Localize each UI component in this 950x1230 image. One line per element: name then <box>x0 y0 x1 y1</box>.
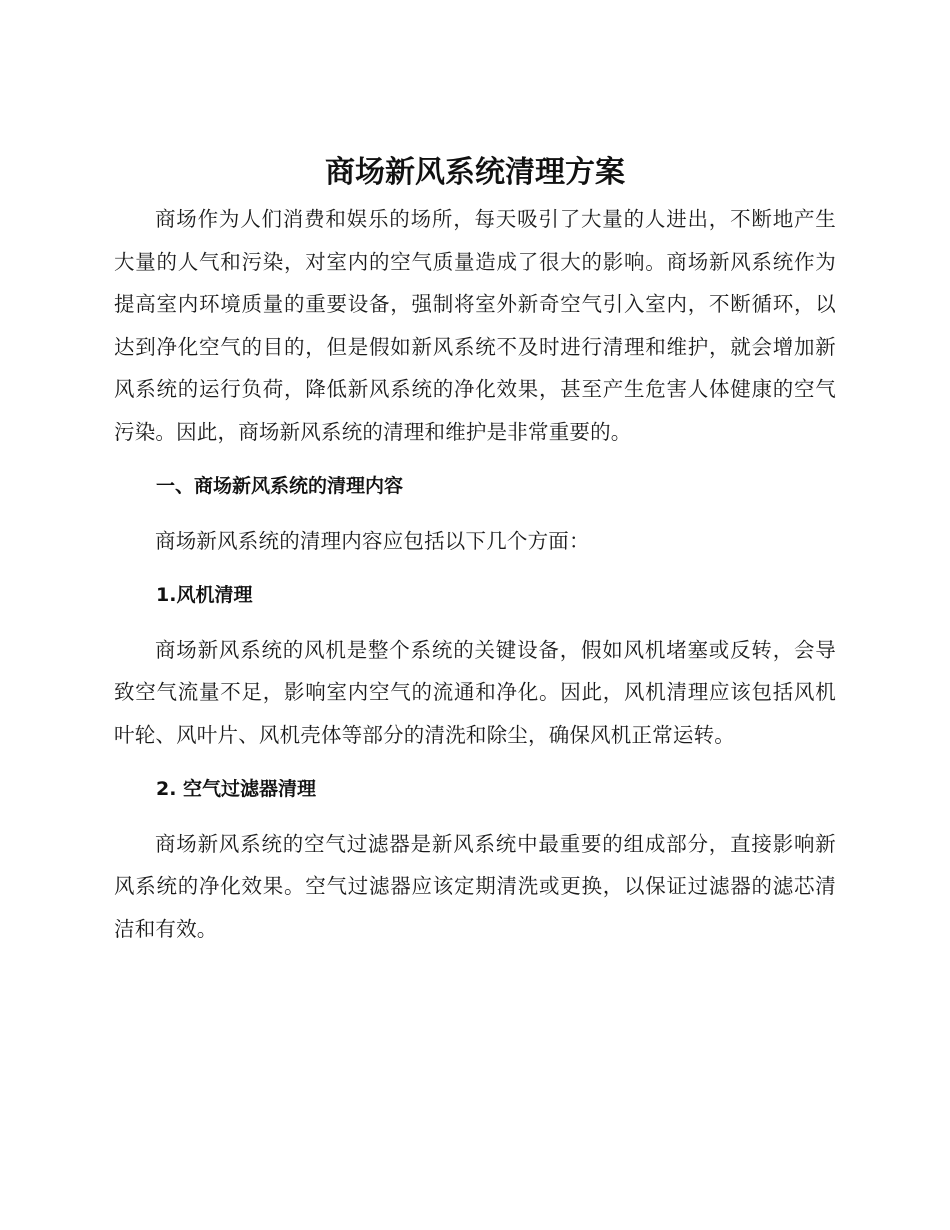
spacer <box>114 453 836 465</box>
item-1-paragraph: 商场新风系统的风机是整个系统的关键设备，假如风机堵塞或反转，会导致空气流量不足，影响室内空气的流通和净化。因此，风机清理应该包括风机叶轮、风叶片、风机壳体等部分的清洗和除尘，确保风机正常运转。 <box>114 637 836 747</box>
section-1-heading: 一、商场新风系统的清理内容 <box>156 475 404 497</box>
intro-paragraph: 商场作为人们消费和娱乐的场所，每天吸引了大量的人进出，不断地产生大量的人气和污染，对室内的空气质量造成了很大的影响。商场新风系统作为提高室内环境质量的重要设备，强制将室外新奇空气引入室内，不断循环，以达到净化空气的目的，但是假如新风系统不及时进行清理和维护，就会增加新风系统的运行负荷，降低新风系统的净化效果，甚至产生危害人体健康的空气污染。因此，商场新风系统的清理和维护是非常重要的。 <box>114 207 836 444</box>
spacer <box>114 756 836 768</box>
section-1-lead-paragraph: 商场新风系统的清理内容应包括以下几个方面： <box>155 528 590 553</box>
spacer <box>114 617 836 629</box>
spacer <box>114 508 836 520</box>
item-1-heading: 1.风机清理 <box>156 584 253 606</box>
item-2-heading: 2. 空气过滤器清理 <box>156 778 317 800</box>
spacer <box>114 562 836 574</box>
document-title: 商场新风系统清理方案 <box>325 155 625 190</box>
spacer <box>114 811 836 823</box>
document-content <box>114 148 836 950</box>
item-2-paragraph: 商场新风系统的空气过滤器是新风系统中最重要的组成部分，直接影响新风系统的净化效果。空气过滤器应该定期清洗或更换，以保证过滤器的滤芯清洁和有效。 <box>114 831 836 941</box>
